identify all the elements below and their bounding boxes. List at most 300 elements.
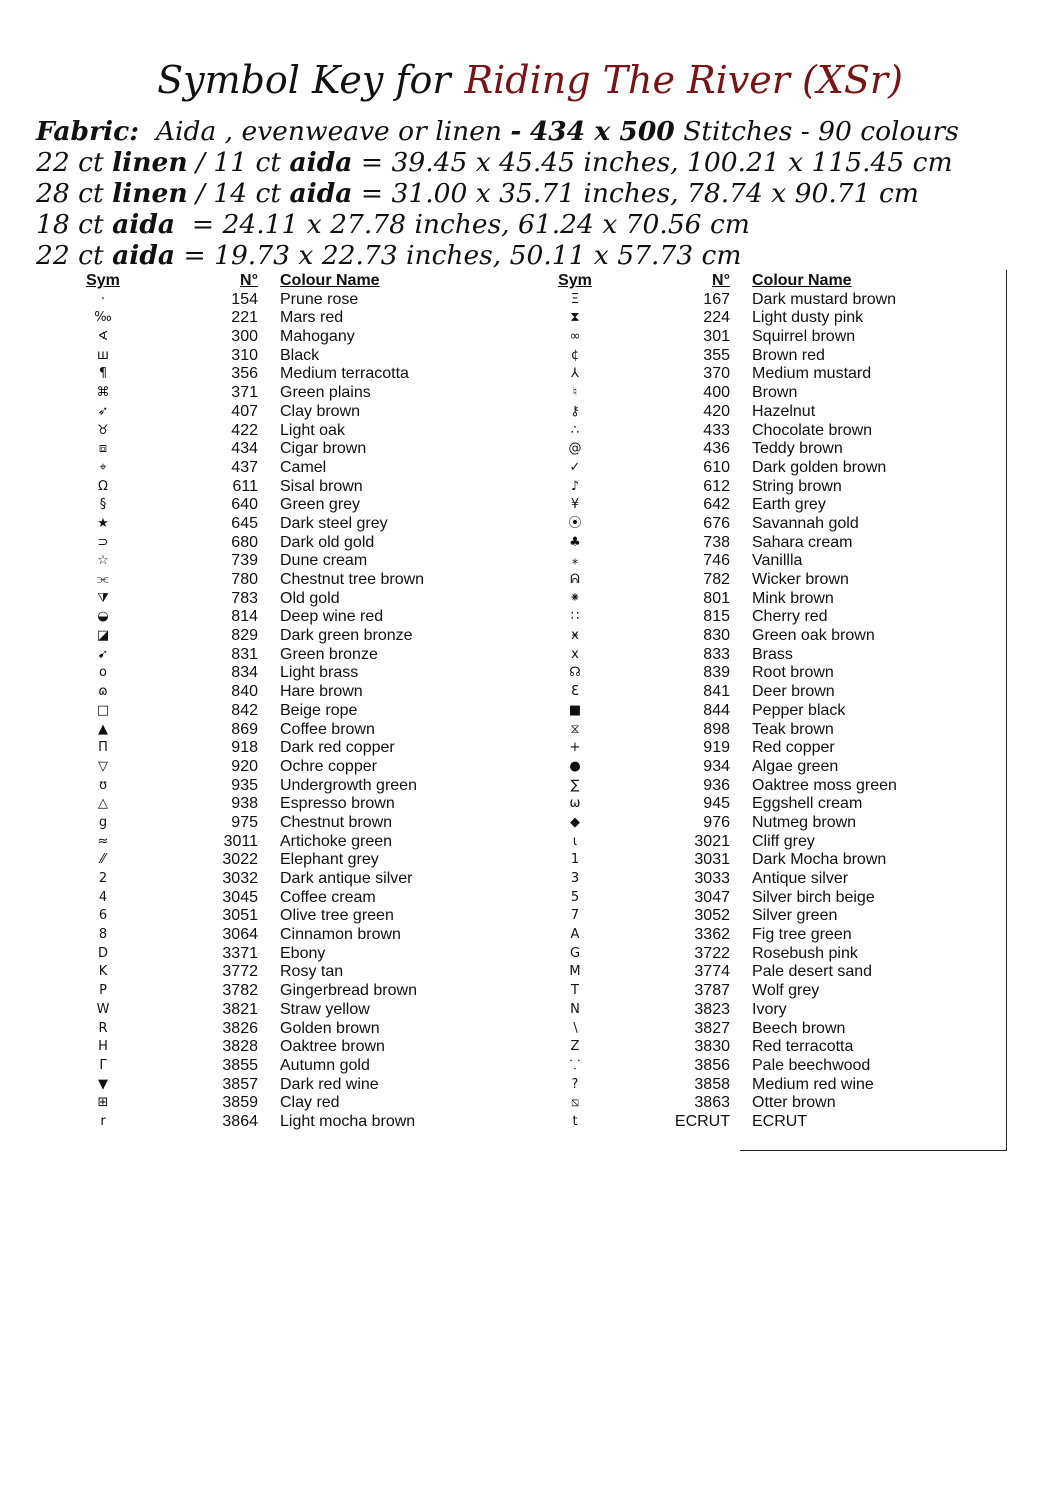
- colour-number: 840: [231, 683, 258, 701]
- table-row: [552, 1020, 972, 1039]
- colour-name: Black: [280, 346, 320, 364]
- symbol: ●: [569, 758, 581, 774]
- table-row: [80, 758, 500, 777]
- symbol: ᕱ: [570, 572, 580, 587]
- colour-name: Straw yellow: [280, 1000, 370, 1018]
- colour-name: Ochre copper: [280, 757, 377, 775]
- colour-name: Brown red: [752, 346, 825, 364]
- colour-number: 612: [703, 477, 730, 495]
- symbol: ш: [97, 347, 109, 363]
- table-border-right: [1006, 270, 1007, 1150]
- colour-name: Coffee cream: [280, 888, 376, 906]
- table-row: [80, 777, 500, 796]
- symbol: ◆: [570, 814, 580, 830]
- table-row: [80, 907, 500, 926]
- symbol: ⸪: [569, 1057, 581, 1073]
- size-line: [36, 240, 1036, 271]
- colour-number: 839: [703, 664, 730, 682]
- colour-number: 3362: [694, 926, 730, 944]
- size-line: [36, 209, 1036, 240]
- symbol: ⧖: [570, 721, 580, 737]
- table-row: [552, 833, 972, 852]
- colour-name: Light brass: [280, 664, 359, 682]
- colour-name: Rosebush pink: [752, 944, 858, 962]
- table-row: [80, 459, 500, 478]
- colour-number: 830: [703, 627, 730, 645]
- symbol: ◪: [96, 628, 110, 644]
- table-row: [80, 851, 500, 870]
- colour-name: Green oak brown: [752, 627, 875, 645]
- colour-number: 3047: [694, 888, 730, 906]
- symbol: △: [98, 796, 108, 812]
- symbol: ∖: [570, 1020, 580, 1036]
- table-row: [80, 1038, 500, 1057]
- colour-name: String brown: [752, 477, 842, 495]
- symbol: Π: [98, 740, 108, 756]
- colour-name: Eggshell cream: [752, 795, 863, 813]
- colour-number: 3031: [694, 851, 730, 869]
- symbol: ⌘: [96, 385, 110, 401]
- table-row: [80, 1094, 500, 1113]
- table-row: [80, 870, 500, 889]
- table-row: [552, 721, 972, 740]
- symbol: ★: [97, 515, 109, 531]
- symbol: Ω: [98, 478, 108, 494]
- stitch-suffix: Stitches - 90 colours: [683, 116, 959, 147]
- colour-number: 976: [703, 813, 730, 831]
- colour-number: 3827: [694, 1019, 730, 1037]
- colour-name: Dark Mocha brown: [752, 851, 887, 869]
- colour-name: Green bronze: [280, 645, 378, 663]
- colour-name: Undergrowth green: [280, 776, 417, 794]
- colour-name: Green plains: [280, 384, 371, 402]
- table-row: [552, 552, 972, 571]
- colour-name: Clay red: [280, 1094, 340, 1112]
- colour-name: Ebony: [280, 944, 326, 962]
- size-fabric2: aida: [289, 147, 353, 178]
- colour-number: 3858: [694, 1075, 730, 1093]
- colour-name: ECRUT: [752, 1112, 808, 1130]
- colour-name: Oaktree brown: [280, 1038, 385, 1056]
- symbol: H: [98, 1039, 108, 1055]
- symbol: ✓: [569, 459, 581, 475]
- colour-name: Beech brown: [752, 1019, 846, 1037]
- symbol: ω: [569, 796, 581, 812]
- symbol: Z: [570, 1039, 580, 1055]
- size-count: 18 ct: [36, 209, 104, 240]
- colour-name: Chestnut brown: [280, 813, 393, 831]
- colour-number: 780: [231, 571, 258, 588]
- symbol: ☊: [569, 665, 581, 681]
- colour-name: Savannah gold: [752, 514, 859, 532]
- colour-number: 610: [703, 458, 730, 476]
- table-row: [552, 478, 972, 497]
- colour-number: 356: [231, 365, 258, 383]
- colour-number: 154: [231, 290, 258, 308]
- symbol: o: [99, 665, 107, 681]
- colour-number: 919: [703, 739, 730, 757]
- colour-number: 422: [231, 421, 258, 439]
- colour-name: Brass: [752, 645, 793, 663]
- table-row: [552, 403, 972, 422]
- colour-number: 3021: [694, 832, 730, 850]
- symbol: P: [99, 983, 107, 999]
- colour-name: Camel: [280, 458, 327, 476]
- symbol: ⧗: [570, 310, 580, 326]
- stitch-count: 434 x 500: [529, 116, 675, 147]
- colour-number: 3864: [222, 1112, 258, 1130]
- colour-number: 934: [703, 757, 730, 775]
- symbol: r: [100, 1113, 106, 1129]
- colour-name: Light oak: [280, 421, 345, 439]
- colour-number: 221: [231, 309, 258, 327]
- symbol: g: [98, 814, 108, 830]
- colour-name: Squirrel brown: [752, 328, 856, 346]
- colour-name: Dark red copper: [280, 739, 395, 757]
- symbol: ⚷: [570, 403, 580, 419]
- table-row: [552, 1094, 972, 1113]
- size-dims: = 24.11 x 27.78 inches, 61.24 x 70.56 cm: [191, 209, 750, 240]
- table-row: [552, 702, 972, 721]
- colour-name: Pale desert sand: [752, 963, 873, 981]
- table-row: [552, 777, 972, 796]
- table-row: [80, 365, 500, 384]
- colour-name: Medium terracotta: [280, 365, 409, 383]
- table-row: [80, 795, 500, 814]
- symbol: +: [569, 740, 581, 756]
- colour-number: 815: [703, 608, 730, 626]
- size-count: 22 ct: [36, 240, 104, 271]
- colour-number: 918: [231, 739, 258, 757]
- table-header: [552, 272, 972, 291]
- symbol: ♣: [569, 534, 581, 550]
- colour-name: Artichoke green: [280, 832, 393, 850]
- table-row: [552, 1113, 972, 1132]
- table-row: [80, 608, 500, 627]
- symbol: ▽: [98, 758, 108, 774]
- colour-number: 938: [231, 795, 258, 813]
- colour-number: 782: [703, 571, 730, 588]
- colour-number: 869: [231, 720, 258, 738]
- colour-name: Dark old gold: [280, 533, 375, 551]
- table-row: [552, 870, 972, 889]
- symbol: 8: [98, 927, 108, 943]
- colour-name: Chestnut tree brown: [280, 571, 425, 588]
- symbol: 6: [98, 908, 108, 924]
- table-row: [552, 814, 972, 833]
- colour-name: Dark golden brown: [752, 458, 887, 476]
- colour-number: 300: [231, 328, 258, 346]
- table-row: [552, 1076, 972, 1095]
- colour-name: Medium red wine: [752, 1075, 874, 1093]
- symbol: ◒: [97, 609, 109, 625]
- colour-name: Mink brown: [752, 589, 834, 607]
- page-title: [0, 58, 1060, 102]
- symbol: ➶: [97, 403, 109, 419]
- colour-name: Otter brown: [752, 1094, 836, 1112]
- colour-number: 437: [231, 458, 258, 476]
- colour-number: 3855: [222, 1056, 258, 1074]
- size-fabric2: aida: [289, 178, 353, 209]
- colour-name: Deer brown: [752, 683, 835, 701]
- symbol: ·: [100, 291, 106, 307]
- symbol: ɷ: [98, 684, 108, 700]
- table-row: [80, 590, 500, 609]
- table-row: [552, 907, 972, 926]
- symbol: ¥: [570, 497, 580, 513]
- colour-name: Mars red: [280, 309, 344, 327]
- colour-number: 371: [231, 384, 258, 402]
- table-header: [80, 272, 500, 291]
- symbol: ■: [568, 702, 582, 718]
- table-row: [552, 945, 972, 964]
- colour-name: Fig tree green: [752, 926, 852, 944]
- size-dims: = 31.00 x 35.71 inches, 78.74 x 90.71 cm: [360, 178, 919, 209]
- symbol: ⧩: [97, 590, 109, 606]
- colour-number: 3863: [694, 1094, 730, 1112]
- symbol: ♉: [97, 422, 109, 438]
- fabric-dash: -: [510, 116, 522, 147]
- colour-number: 433: [703, 421, 730, 439]
- fabric-label: Fabric:: [36, 116, 140, 147]
- table-row: [80, 328, 500, 347]
- colour-name: Teddy brown: [752, 440, 843, 458]
- symbol: □: [96, 702, 110, 718]
- symbol: ¶: [98, 366, 108, 382]
- symbol: ⌖: [99, 459, 107, 475]
- symbol: R: [98, 1020, 108, 1036]
- table-row: [80, 683, 500, 702]
- colour-number: 3033: [694, 870, 730, 887]
- fabric-line: [36, 116, 1036, 147]
- size-fabric: linen: [112, 178, 188, 209]
- colour-number: 3371: [222, 944, 258, 962]
- symbol: G: [569, 945, 581, 961]
- symbol: ☆: [97, 553, 109, 569]
- colour-name: Root brown: [752, 664, 834, 682]
- colour-name: Wicker brown: [752, 571, 849, 588]
- symbol: 4: [98, 889, 108, 905]
- colour-number: 680: [231, 533, 258, 551]
- colour-name: Red terracotta: [752, 1038, 854, 1056]
- colour-name: Cinnamon brown: [280, 926, 401, 944]
- table-row: [552, 627, 972, 646]
- symbol: ⊞: [97, 1095, 109, 1111]
- table-row: [552, 889, 972, 908]
- table-row: [80, 309, 500, 328]
- symbol: ⊃: [97, 534, 109, 550]
- size-dims: = 19.73 x 22.73 inches, 50.11 x 57.73 cm: [183, 240, 742, 271]
- symbol: D: [97, 945, 108, 961]
- colour-number: 842: [231, 701, 258, 719]
- size-sep: / 11 ct: [196, 147, 282, 178]
- size-line: [36, 178, 1036, 209]
- symbol: ≈: [97, 833, 109, 849]
- colour-name: Earth grey: [752, 496, 826, 514]
- table-row: [552, 646, 972, 665]
- colour-number: 3859: [222, 1094, 258, 1112]
- size-count: 28 ct: [36, 178, 104, 209]
- colour-number: 3772: [222, 963, 258, 981]
- colour-number: 3064: [222, 926, 258, 944]
- symbol: ∑: [570, 777, 580, 793]
- colour-number: 3830: [694, 1038, 730, 1056]
- symbol: ⧅: [570, 1095, 580, 1111]
- table-row: [552, 309, 972, 328]
- symbol: Ξ: [570, 291, 580, 307]
- colour-number: 3022: [222, 851, 258, 869]
- colour-number: 400: [703, 384, 730, 402]
- colour-number: 640: [231, 496, 258, 514]
- table-row: [552, 1001, 972, 1020]
- symbol: ♪: [570, 478, 580, 494]
- symbol: 7: [570, 908, 580, 924]
- colour-name: Pepper black: [752, 701, 846, 719]
- colour-number: 3826: [222, 1019, 258, 1037]
- colour-number: 945: [703, 795, 730, 813]
- colour-name: Mahogany: [280, 328, 355, 346]
- symbol: ▲: [98, 721, 108, 737]
- symbol: M: [569, 964, 581, 980]
- colour-name: Green grey: [280, 496, 361, 514]
- colour-name: Deep wine red: [280, 608, 384, 626]
- table-row: [80, 833, 500, 852]
- colour-number: 831: [231, 645, 258, 663]
- colour-number: 814: [231, 608, 258, 626]
- colour-number: 3823: [694, 1000, 730, 1018]
- colour-number: 3787: [694, 982, 730, 1000]
- colour-number: 642: [703, 496, 730, 514]
- table-row: [80, 534, 500, 553]
- colour-number: 833: [703, 645, 730, 663]
- pattern-name: Riding The River (XSr): [464, 58, 903, 102]
- colour-name: Teak brown: [752, 720, 834, 738]
- table-row: [80, 963, 500, 982]
- colour-name: Silver birch beige: [752, 888, 875, 906]
- colour-name: Medium mustard: [752, 365, 872, 383]
- colour-number: 420: [703, 402, 730, 420]
- colour-name: Coffee brown: [280, 720, 375, 738]
- table-row: [552, 851, 972, 870]
- table-row: [80, 739, 500, 758]
- colour-name: Light dusty pink: [752, 309, 864, 327]
- table-row: [80, 1076, 500, 1095]
- colour-number: 844: [703, 701, 730, 719]
- table-row: [552, 440, 972, 459]
- colour-number: 167: [703, 290, 730, 308]
- table-row: [80, 1057, 500, 1076]
- colour-name: Sahara cream: [752, 533, 853, 551]
- table-row: [552, 982, 972, 1001]
- symbol: t: [572, 1113, 578, 1129]
- symbol: Ɛ: [571, 684, 579, 700]
- table-row: [80, 1001, 500, 1020]
- table-row: [552, 422, 972, 441]
- colour-name: Elephant grey: [280, 851, 379, 869]
- colour-number: 301: [703, 328, 730, 346]
- colour-number: 841: [703, 683, 730, 701]
- symbol: T: [571, 983, 579, 999]
- symbol-table-left: [80, 272, 500, 1132]
- colour-name: Dark mustard brown: [752, 290, 897, 308]
- colour-number: 3032: [222, 870, 258, 887]
- symbol-table-right: [552, 272, 972, 1132]
- symbol: ɩ: [572, 833, 578, 849]
- table-row: [80, 478, 500, 497]
- table-row: [80, 664, 500, 683]
- colour-number: 434: [231, 440, 258, 458]
- symbol: A: [570, 927, 580, 943]
- table-row: [80, 496, 500, 515]
- colour-name: Antique silver: [752, 870, 849, 887]
- table-row: [80, 440, 500, 459]
- symbol: 2: [98, 871, 108, 886]
- table-row: [80, 291, 500, 310]
- colour-name: Hare brown: [280, 683, 363, 701]
- colour-name: Cliff grey: [752, 832, 815, 850]
- symbol: ♮: [572, 385, 578, 401]
- table-border-bottom: [740, 1150, 1007, 1151]
- symbol: ∴: [570, 422, 580, 438]
- symbol: ⦿: [568, 515, 582, 531]
- colour-name: Clay brown: [280, 402, 361, 420]
- colour-number: 355: [703, 346, 730, 364]
- colour-name: Brown: [752, 384, 798, 402]
- symbol: @: [568, 441, 582, 457]
- colour-name: Silver green: [752, 907, 838, 925]
- colour-name: Dark red wine: [280, 1075, 379, 1093]
- table-row: [552, 590, 972, 609]
- table-row: [80, 515, 500, 534]
- table-row: [80, 422, 500, 441]
- colour-name: Oaktree moss green: [752, 776, 897, 794]
- colour-number: ECRUT: [674, 1112, 730, 1130]
- colour-number: 3045: [222, 888, 258, 906]
- colour-name: Dark steel grey: [280, 514, 388, 532]
- table-row: [80, 347, 500, 366]
- table-row: [80, 403, 500, 422]
- table-row: [552, 347, 972, 366]
- colour-number: 829: [231, 627, 258, 645]
- size-sep: / 14 ct: [196, 178, 282, 209]
- colour-number: 783: [231, 589, 258, 607]
- colour-name: Wolf grey: [752, 982, 820, 1000]
- table-row: [552, 963, 972, 982]
- table-row: [80, 384, 500, 403]
- colour-number: 935: [231, 776, 258, 794]
- colour-name: Rosy tan: [280, 963, 344, 981]
- colour-number: 224: [703, 309, 730, 327]
- symbol: §: [99, 497, 107, 513]
- colour-number: 3782: [222, 982, 258, 1000]
- colour-name: Dune cream: [280, 552, 368, 570]
- symbol: ∢: [97, 329, 109, 345]
- colour-name: Sisal brown: [280, 477, 363, 495]
- colour-number: 739: [231, 552, 258, 570]
- table-row: [80, 571, 500, 590]
- colour-name: Ivory: [752, 1000, 787, 1018]
- symbol: ➹: [97, 646, 109, 662]
- table-row: [552, 534, 972, 553]
- table-row: [552, 758, 972, 777]
- symbol: ∷: [570, 609, 580, 625]
- header-name: Colour Name: [752, 272, 852, 289]
- colour-number: 611: [232, 477, 258, 495]
- colour-name: Algae green: [752, 757, 839, 775]
- symbol: ‰: [94, 310, 112, 326]
- symbol: ¢: [570, 347, 580, 363]
- colour-number: 975: [231, 813, 258, 831]
